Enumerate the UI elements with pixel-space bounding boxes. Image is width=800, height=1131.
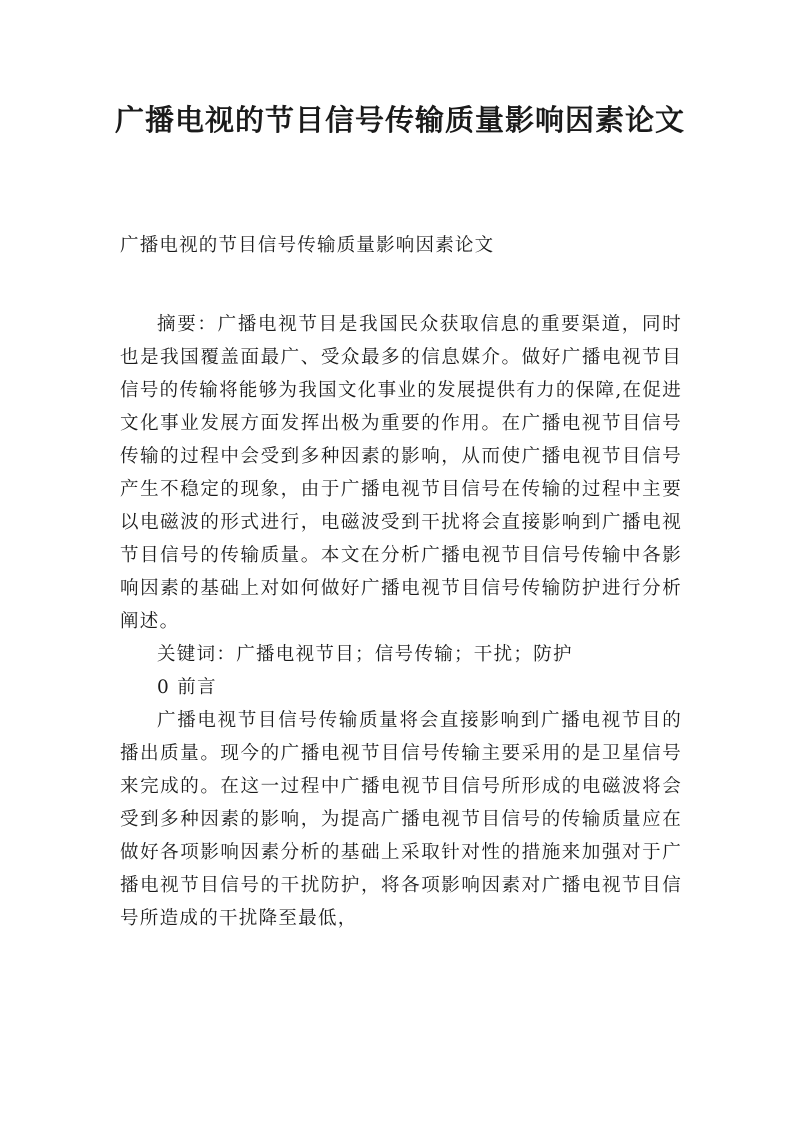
- section-heading-preface: 0 前言: [157, 677, 217, 698]
- body-paragraph: 广播电视节目信号传输质量将会直接影响到广播电视节目的播出质量。现今的广播电视节目信号传输主要采用的是卫星信号来完成的。在这一过程中广播电视节目信号所形成的电磁波将会受到多种因素的影响，为提高广播电视节目信号的传输质量应在做好各项影响因素分析的基础上采取针对性的措施来加强对于广播电视节目信号的干扰防护，将各项影响因素对广播电视节目信号所造成的干扰降至最低，: [120, 710, 682, 929]
- keywords-paragraph: 关键词：广播电视节目；信号传输；干扰；防护: [157, 644, 573, 665]
- document-title: 广播电视的节目信号传输质量影响因素论文: [114, 103, 685, 137]
- abstract-paragraph: 摘要：广播电视节目是我国民众获取信息的重要渠道，同时也是我国覆盖面最广、受众最多的信息媒介。做好广播电视节目信号的传输将能够为我国文化事业的发展提供有力的保障,在促进文化事业发展方面发挥出极为重要的作用。在广播电视节目信号传输的过程中会受到多种因素的影响，从而使广播电视节目信号产生不稳定的现象，由于广播电视节目信号在传输的过程中主要以电磁波的形式进行，电磁波受到干扰将会直接影响到广播电视节目信号的传输质量。本文在分析广播电视节目信号传输中各影响因素的基础上对如何做好广播电视节目信号传输防护进行分析阐述。: [120, 314, 682, 632]
- document-subtitle: 广播电视的节目信号传输质量影响因素论文: [120, 235, 495, 256]
- document-body: [120, 308, 682, 935]
